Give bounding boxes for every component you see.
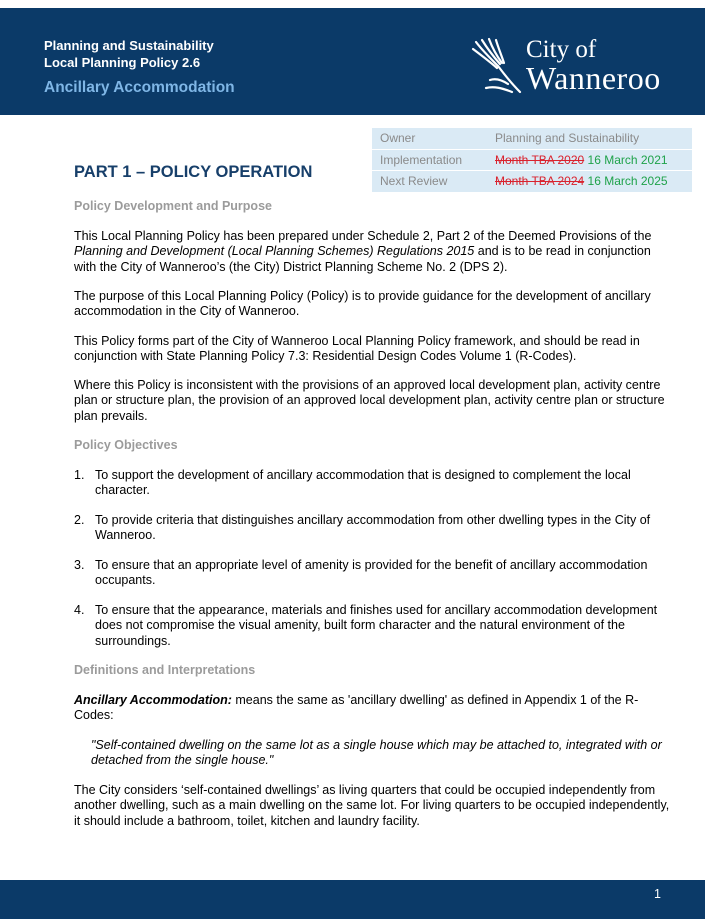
paragraph-text: This Local Planning Policy has been prepared under Schedule 2, Part 2 of the Deemed Provisions of the (74, 229, 652, 243)
logo-text-wanneroo: Wanneroo (526, 60, 661, 96)
implementation-old-date: Month TBA 2020 (495, 152, 585, 167)
page-number: 1 (654, 887, 661, 901)
objectives-list (74, 468, 670, 499)
paragraph-definition (74, 693, 670, 724)
owner-value: Planning and Sustainability (487, 128, 692, 149)
list-text: To provide criteria that distinguishes ancillary accommodation from other dwelling types in the City of Wanneroo. (95, 513, 651, 543)
policy-info-table (372, 128, 692, 193)
defined-term: Ancillary Accommodation: (74, 693, 232, 707)
list-item (74, 513, 670, 544)
list-number: 4. (74, 603, 85, 617)
section-heading-definitions: Definitions and Interpretations (74, 663, 256, 677)
table-row (372, 171, 692, 193)
department-label: Planning and Sustainability (44, 38, 214, 53)
objectives-list (74, 513, 670, 544)
next-review-old-date: Month TBA 2024 (495, 174, 585, 189)
list-item (74, 603, 670, 649)
city-logo (468, 30, 678, 100)
policy-number: Local Planning Policy 2.6 (44, 55, 201, 70)
implementation-new-date: 16 March 2021 (587, 152, 668, 167)
paragraph-intro (74, 229, 670, 275)
owner-label: Owner (372, 128, 487, 149)
list-number: 2. (74, 513, 85, 527)
list-text: To ensure that an appropriate level of amenity is provided for the benefit of ancillary accommodation occupants. (95, 558, 648, 588)
banksia-leaf-icon (468, 36, 526, 98)
list-number: 1. (74, 468, 85, 482)
paragraph-inconsistency: Where this Policy is inconsistent with the provisions of an approved local development plan, activity centre plan or structure plan, the provision of an approved local development plan, activity centre plan or structure plan prevails. (74, 378, 665, 423)
regulations-title: Planning and Development (Local Planning Schemes) Regulations 2015 (74, 244, 475, 259)
page-header (0, 8, 705, 115)
definition-text: means the same as 'ancillary dwelling' as defined in Appendix 1 of the R-Codes: (74, 693, 639, 723)
section-heading-objectives: Policy Objectives (74, 438, 178, 452)
page-footer (0, 880, 705, 919)
implementation-label: Implementation (372, 149, 487, 171)
policy-title: Ancillary Accommodation (44, 79, 235, 96)
next-review-value (487, 171, 692, 193)
logo-text-city-of: City of (526, 36, 597, 63)
paragraph-purpose: The purpose of this Local Planning Policy (Policy) is to provide guidance for the development of ancillary accommodation in the City of Wanneroo. (74, 289, 651, 319)
paragraph-text: and is to be read in conjunction with the City of Wanneroo’s (the City) District Planning Scheme No. 2 (DPS 2). (74, 244, 651, 274)
next-review-label: Next Review (372, 171, 487, 193)
list-item (74, 468, 670, 499)
table-row (372, 149, 692, 171)
part-title: PART 1 – POLICY OPERATION (74, 163, 313, 181)
paragraph-self-contained: The City considers ‘self-contained dwellings’ as living quarters that could be occupied independently from another dwelling, such as a main dwelling on the same lot. For living quarters to be occupied independently, it should include a bathroom, toilet, kitchen and laundry facility. (74, 783, 670, 828)
paragraph-framework: This Policy forms part of the City of Wanneroo Local Planning Policy framework, and should be read in conjunction with State Planning Policy 7.3: Residential Design Codes Volume 1 (R-Codes). (74, 334, 640, 364)
list-text: To support the development of ancillary accommodation that is designed to complement the local character. (95, 468, 631, 498)
next-review-new-date: 16 March 2025 (587, 174, 668, 189)
table-row (372, 128, 692, 149)
section-heading-development: Policy Development and Purpose (74, 199, 272, 213)
list-number: 3. (74, 558, 85, 572)
objectives-list (74, 558, 670, 589)
list-text: To ensure that the appearance, materials and finishes used for ancillary accommodation development does not compromise the visual amenity, built form character and the natural environment of the surroundings. (95, 603, 658, 648)
definition-quote: "Self-contained dwelling on the same lot as a single house which may be attached to, integrated with or detached from the single house." (91, 738, 662, 768)
list-item (74, 558, 670, 589)
objectives-list (74, 603, 670, 649)
implementation-value (487, 149, 692, 171)
